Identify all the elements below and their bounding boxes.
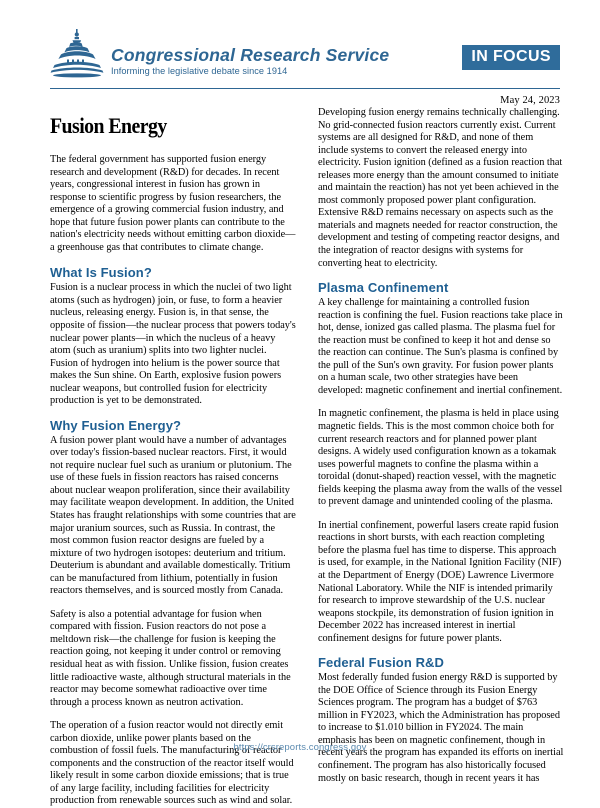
- body-columns: [50, 107, 564, 808]
- masthead: [50, 28, 560, 80]
- section-heading-why-fusion-energy: Why Fusion Energy?: [50, 417, 182, 433]
- page-title: Fusion Energy: [50, 113, 167, 138]
- crs-wordmark: Congressional Research Service: [111, 44, 390, 65]
- paragraph: Safety is also a potential advantage for fusion when compared with fission. Fusion reactors do not pose a meltdown risk—the challenge for fusion is keeping the reaction going, not keeping it under control or removing residual heat as with fission. Unlike fission, fusion creates little radioactive waste, although structural materials in the reactor may become somewhat radioactive over time through a process known as neutron activation.: [50, 608, 291, 708]
- crsreports-link[interactable]: https://crsreports.congress.gov: [233, 742, 367, 753]
- paragraph: Most federally funded fusion energy R&D is supported by the DOE Office of Science through its Fusion Energy Sciences program. The program has a budget of $763 million in FY2023, which the Administration has proposed to increase to $1.010 billion in FY2024. The main emphasis has been on magnetic confinement, though in recent years the program has expanded its efforts on inertial confinement. The program has also historically focused mostly on basic research, though in recent years it has: [318, 672, 564, 784]
- header-divider: [50, 88, 560, 89]
- section-heading-what-is-fusion: What Is Fusion?: [50, 265, 152, 281]
- paragraph: In inertial confinement, powerful lasers create rapid fusion reactions in short bursts, with each reaction completing before the plasma fuel has time to disperse. This approach is used, for example, in the National Ignition Facility (NIF) at the Department of Energy (DOE) Lawrence Livermore National Laboratory. While the NIF is intended primarily for research to improve stewardship of the U.S. nuclear weapons stockpile, its demonstration of fusion ignition in December 2022 has increased interest in inertial confinement designs for future power plants.: [318, 519, 562, 644]
- in-focus-badge: IN FOCUS: [462, 45, 560, 70]
- column-left: [50, 154, 296, 808]
- paragraph: A key challenge for maintaining a controlled fusion reaction is confining the fuel. Fusion reactions take place in hot, dense, ionized gas called plasma. The plasma fuel for the reaction must be confined to keep it hot and dense so the reaction can continue. The Sun's plasma is confined by the pull of the Sun's own gravity. For fusion power plants on a human scale, two other strategies have been developed: magnetic confinement and inertial confinement.: [318, 297, 563, 396]
- paragraph: Developing fusion energy remains technically challenging. No grid-connected fusion reactors currently exist. Current systems are all designed for R&D, and none of them include systems to convert the released energy into electricity. Fusion ignition (defined as a fusion reaction that releases more energy than the amount consumed to initiate and maintain the reaction) has not yet been achieved in the most commonly proposed power plant configuration. Extensive R&D remains necessary on aspects such as the materials and magnets needed for reactor construction, the development and testing of competing reactor designs, and the integration of reactor designs with systems for converting heat to electricity.: [318, 107, 563, 269]
- crs-tagline: Informing the legislative debate since 1914: [111, 66, 288, 76]
- section-heading-plasma-confinement: Plasma Confinement: [318, 280, 449, 296]
- section-heading-federal-fusion-rd: Federal Fusion R&D: [318, 655, 445, 671]
- paragraph: The federal government has supported fusion energy research and development (R&D) for decades. In recent years, congressional interest in fusion has grown in response to scientific progress by fusion researchers, the emergence of a growing commercial fusion industry, and hope that future fusion power plants can contribute to the nation's electricity needs without emitting carbon dioxide—a greenhouse gas that contributes to climate change.: [50, 154, 296, 253]
- crs-brand: [50, 28, 389, 78]
- column-right: [318, 107, 564, 808]
- capitol-dome-icon: [50, 28, 104, 78]
- document-date: May 24, 2023: [500, 95, 560, 106]
- paragraph: The operation of a fusion reactor would not directly emit carbon dioxide, unlike power plants based on the combustion of fossil fuels. The manufacturing of reactor components and the construction of the reactor itself would likely result in some carbon dioxide emissions; that is true of any large facility, including facilities for electricity production from renewable sources such as wind and solar.: [50, 720, 294, 807]
- paragraph: Fusion is a nuclear process in which the nuclei of two light atoms (such as hydrogen) join, or fuse, to form a heavier nucleus, releasing energy. Fusion is, in that sense, the opposite of fission—the nuclear process that powers today's nuclear power plants—in which the nucleus of a heavy atom (such as uranium) splits into two lighter nuclei. Fusion of hydrogen into helium is the power source that makes the Sun shine. On Earth, explosive fusion powers nuclear weapons, but controlled fusion for electricity production is yet to be demonstrated.: [50, 282, 296, 407]
- crs-wordmark-block: [111, 46, 389, 78]
- page-footer: [0, 737, 600, 755]
- paragraph: In magnetic confinement, the plasma is held in place using magnetic fields. This is the most common choice both for current research reactors and for planned power plant designs. A widely used configuration known as a tokamak uses powerful magnets to confine the plasma within a toroidal (donut-shaped) reaction vessel, with the magnetic fields keeping the plasma away from the walls of the vessel to prevent damage and unintended cooling of the plasma.: [318, 408, 563, 508]
- paragraph: A fusion power plant would have a number of advantages over today's fission-based nuclear reactors. First, it would not require nuclear fuel such as uranium or plutonium. The use of these fuels in fission reactors has raised concerns about nuclear weapon proliferation, since their availability may facilitate weapon development. In addition, the United States has fraught relationships with some countries that are major uranium sources, such as Russia. In contrast, the most common fusion reactor designs are fueled by a mixture of two hydrogen isotopes: deuterium and tritium. Deuterium is abundant and available domestically. Tritium can be manufactured from lithium, potentially in fusion reactors themselves, and is sourced mostly from Canada.: [50, 434, 296, 597]
